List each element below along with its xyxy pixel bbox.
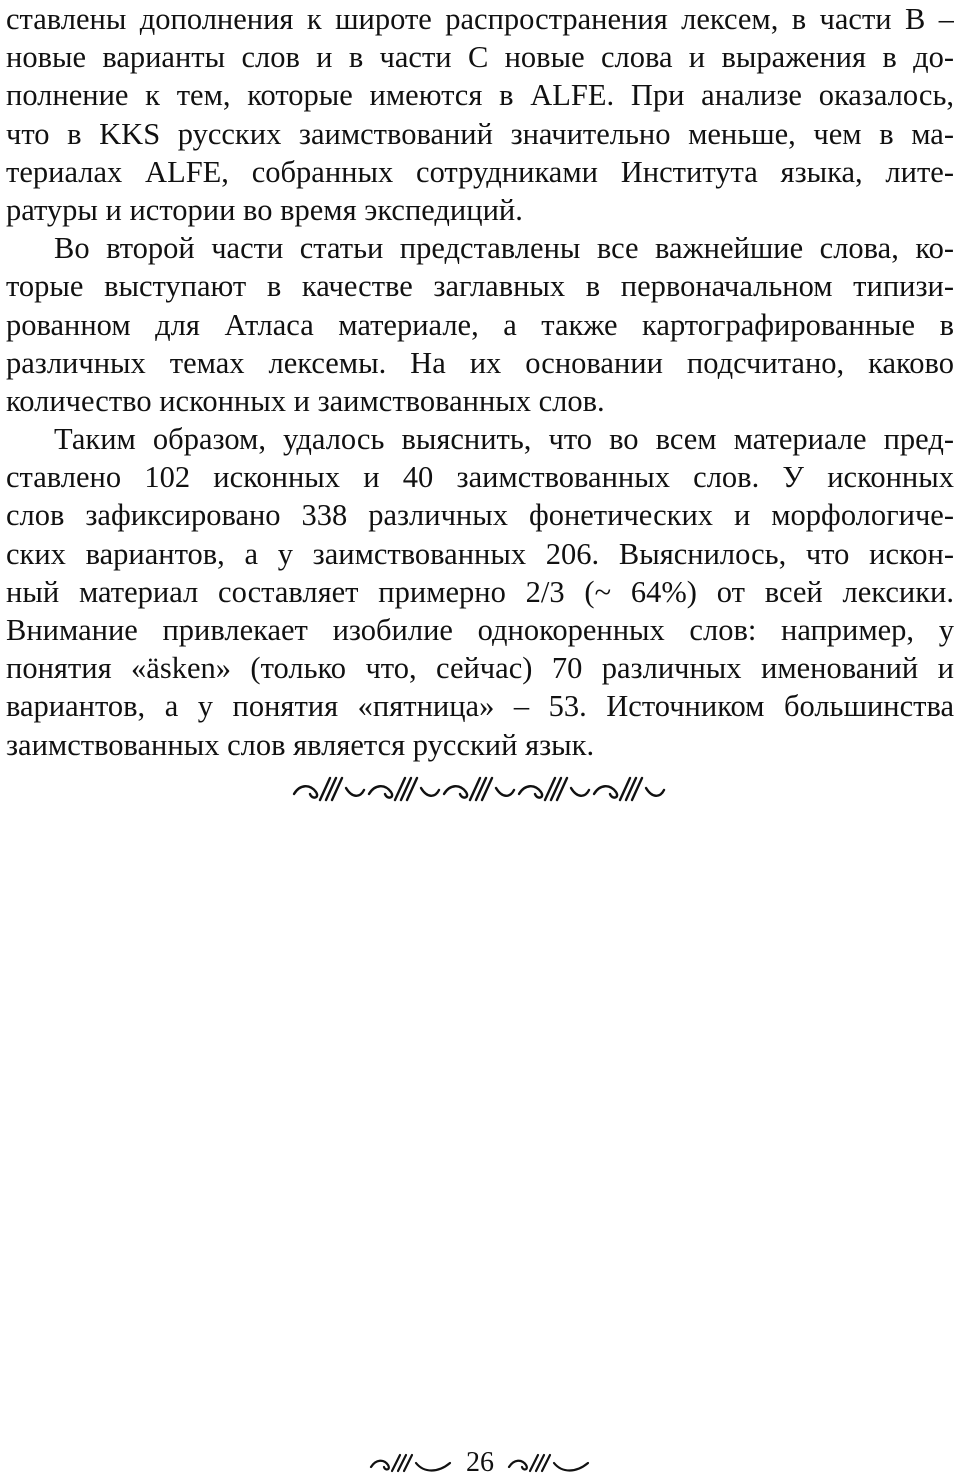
text-line: полнение к тем, которые имеются в ALFE. При анализе оказалось, — [6, 78, 954, 113]
text-line: новые варианты слов и в части C новые слова и выражения в до- — [6, 40, 954, 75]
text-line: что в KKS русских заимствований значительно меньше, чем в ма- — [6, 116, 954, 151]
text-line: териалах ALFE, собранных сотрудниками Института языка, лите- — [6, 154, 954, 189]
text-line: ный материал составляет примерно 2/3 (~ 64%) от всей лексики. — [6, 574, 954, 609]
text-line: ских вариантов, а у заимствованных 206. Выяснилось, что искон- — [6, 536, 954, 571]
paragraph-3 — [6, 420, 954, 764]
paragraph-1 — [6, 0, 954, 229]
decorative-flourish-icon — [368, 1451, 454, 1475]
paragraph-2 — [6, 229, 954, 420]
text-line: Внимание привлекает изобилие однокоренных слов: например, у — [6, 613, 954, 647]
text-line: ставлены дополнения к широте распространения лексем, в части B – — [6, 2, 954, 36]
text-line: заимствованных слов является русский язык. — [6, 727, 595, 762]
text-line: вариантов, а у понятия «пятница» – 53. Источником большинства — [6, 689, 954, 724]
text-line: Во второй части статьи представлены все важнейшие слова, ко- — [54, 231, 954, 266]
text-line: понятия «äsken» (только что, сейчас) 70 различных именований и — [6, 651, 954, 686]
text-line: ратуры и истории во время экспедиций. — [6, 192, 523, 227]
page-footer — [368, 1445, 592, 1481]
text-line: количество исконных и заимствованных слов. — [6, 383, 605, 418]
page-number: 26 — [466, 1447, 494, 1478]
body-text — [6, 0, 954, 764]
decorative-flourish-icon — [506, 1451, 592, 1475]
text-line: рованном для Атласа материале, а также картографированные в — [6, 307, 954, 342]
text-line: различных темах лексемы. На их основании подсчитано, каково — [6, 345, 954, 380]
text-line: ставлено 102 исконных и 40 заимствованных слов. У исконных — [6, 460, 954, 495]
text-line: торые выступают в качестве заглавных в первоначальном типизи- — [6, 269, 954, 304]
decorative-flourish-icon — [290, 772, 668, 806]
text-line: слов зафиксировано 338 различных фонетических и морфологиче- — [6, 498, 954, 533]
text-line: Таким образом, удалось выяснить, что во всем материале пред- — [54, 422, 954, 457]
